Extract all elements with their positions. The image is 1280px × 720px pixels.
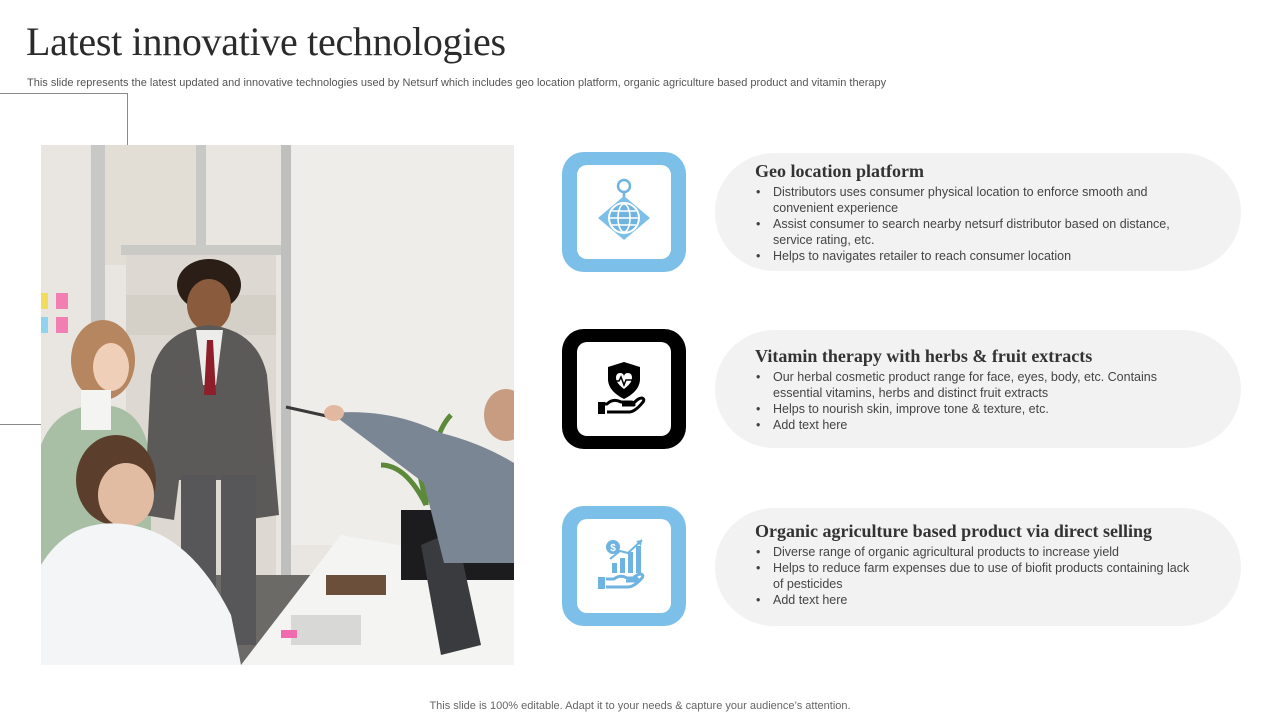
card-heading: Geo location platform — [755, 161, 924, 181]
list-item: • Our herbal cosmetic product range for face, eyes, body, etc. Contains essential vitamins, herbs and distinct fruit extracts — [773, 369, 1201, 401]
footer-note: This slide is 100% editable. Adapt it to your needs & capture your audience’s attention. — [429, 700, 851, 712]
shield-hand-icon — [597, 360, 651, 419]
list-item: • Diverse range of organic agricultural products to increase yield — [773, 544, 1201, 560]
organic-agriculture-card — [715, 508, 1241, 626]
bullet-list — [755, 369, 1201, 433]
card-heading: Organic agriculture based product via direct selling — [755, 521, 1152, 541]
office-meeting-photo — [41, 145, 514, 665]
svg-text:$: $ — [610, 542, 616, 554]
list-item: • Assist consumer to search nearby netsurf distributor based on distance, service rating, etc. — [773, 216, 1201, 248]
vitamin-therapy-card — [715, 330, 1241, 448]
list-item: • Helps to nourish skin, improve tone & texture, etc. — [773, 401, 1201, 417]
geo-location-icon-tile — [562, 152, 686, 272]
growth-chart-hand-icon — [596, 537, 652, 596]
globe-location-icon — [596, 178, 652, 247]
list-item: • Add text here — [773, 417, 1201, 433]
geo-location-card — [715, 153, 1241, 271]
list-item: • Distributors uses consumer physical location to enforce smooth and convenient experience — [773, 184, 1201, 216]
list-item: • Helps to navigates retailer to reach consumer location — [773, 248, 1201, 264]
slide-subtitle: This slide represents the latest updated and innovative technologies used by Netsurf which includes geo location platform, organic agriculture based product and vitamin therapy — [27, 77, 887, 89]
vitamin-therapy-icon-tile — [562, 329, 686, 449]
list-item: • Add text here — [773, 592, 1201, 608]
card-heading: Vitamin therapy with herbs & fruit extracts — [755, 346, 1093, 366]
bullet-list — [755, 184, 1201, 264]
slide-title: Latest innovative technologies — [26, 19, 506, 64]
list-item: • Helps to reduce farm expenses due to use of biofit products containing lack of pesticides — [773, 560, 1201, 592]
organic-agriculture-icon-tile — [562, 506, 686, 626]
bullet-list — [755, 544, 1201, 608]
